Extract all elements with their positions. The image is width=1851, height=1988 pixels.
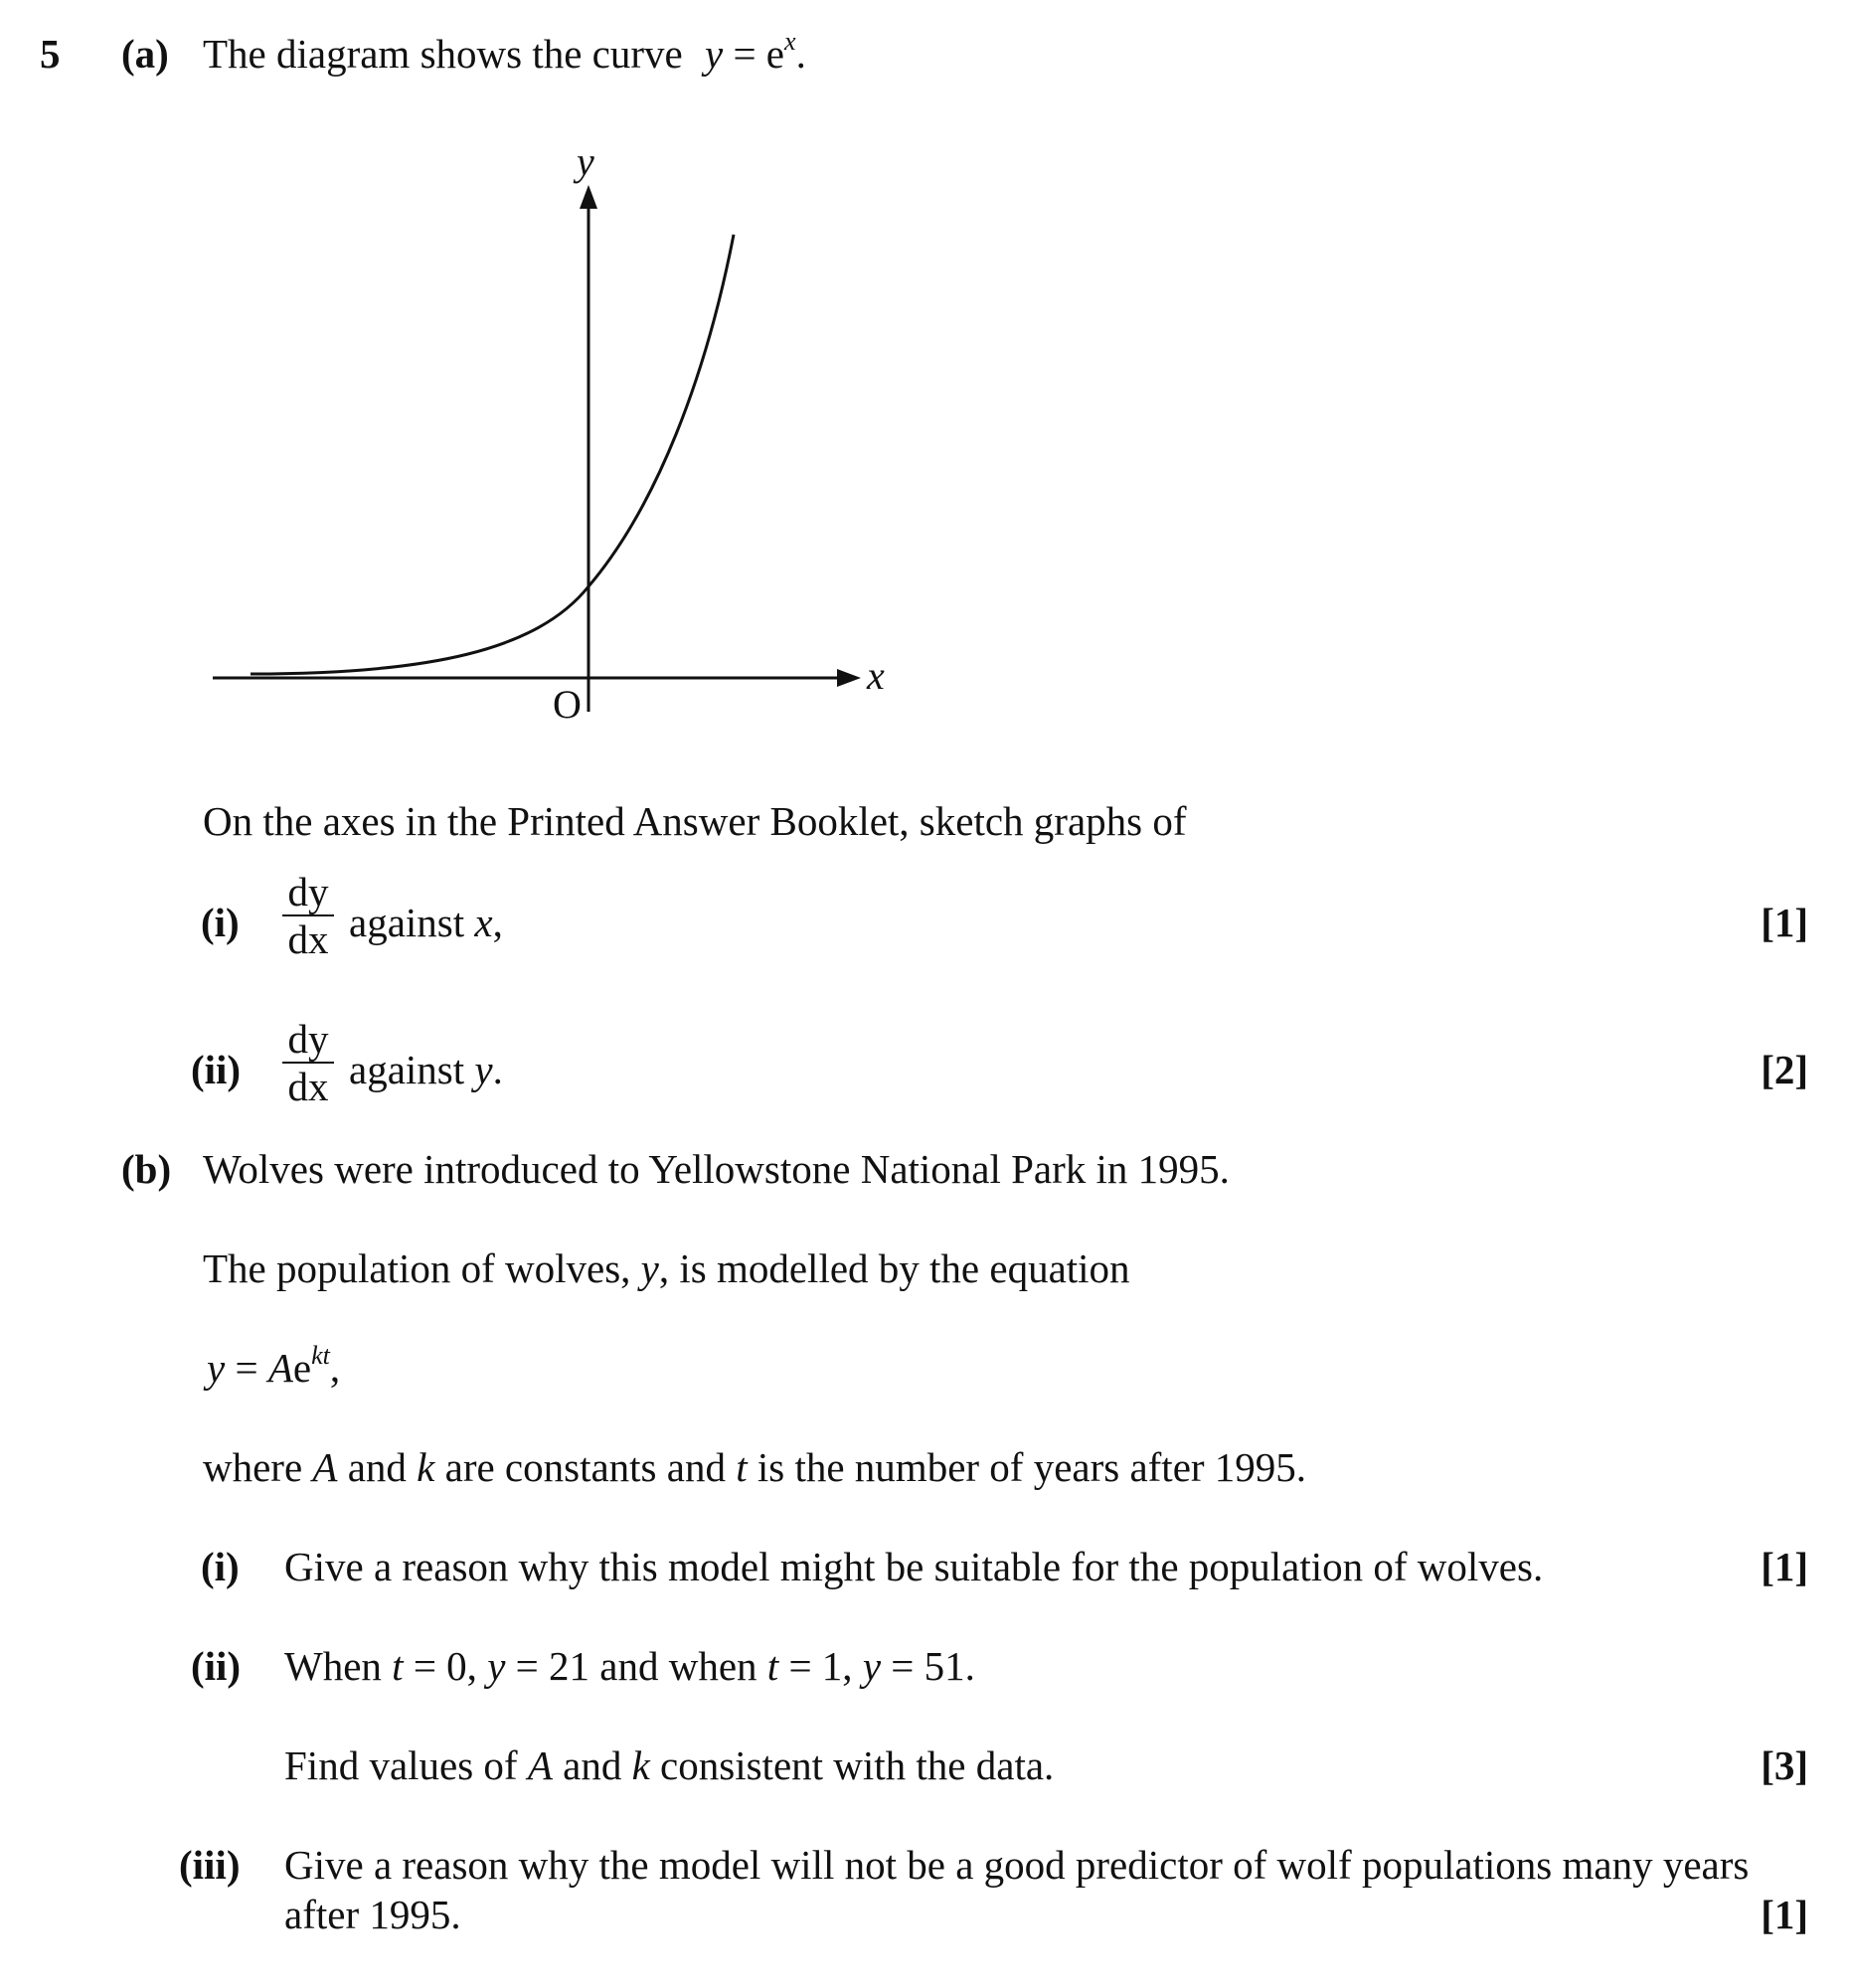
equation-y: y [704, 31, 724, 77]
constant-A: A [312, 1444, 338, 1490]
y-axis-label: y [577, 139, 594, 184]
x-axis-label: x [867, 653, 885, 698]
y-variable: y [487, 1643, 506, 1689]
part-a-i-text [349, 900, 503, 945]
constant-A: A [527, 1742, 553, 1788]
equation-end: . [795, 31, 806, 77]
model-text-2: , is modelled by the equation [658, 1245, 1130, 1291]
eq-A: A [267, 1345, 293, 1391]
where-text: where [203, 1444, 303, 1490]
part-b-i-text: Give a reason why this model might be suitable for the population of wolves. [284, 1544, 1544, 1589]
variable-t: t [736, 1444, 748, 1490]
part-b-i-label: (i) [201, 1544, 240, 1589]
punctuation: , [492, 900, 503, 945]
marks-a-i: [1] [1761, 900, 1808, 945]
question-number: 5 [40, 31, 61, 77]
fraction-numerator: dy [287, 1016, 329, 1062]
model-equation [207, 1341, 341, 1391]
against-text: against [349, 900, 465, 945]
y-value: = 21 and when [505, 1643, 767, 1689]
against-text: against [349, 1047, 465, 1092]
eq-lhs: y [207, 1345, 226, 1391]
find-text: Find values of [284, 1742, 518, 1788]
part-b-iii-label: (iii) [179, 1842, 241, 1888]
part-b-iii-line-2: after 1995. [284, 1892, 461, 1937]
t-value: = 1, [778, 1643, 863, 1689]
marks-b-ii: [3] [1761, 1742, 1808, 1788]
and-text: and [563, 1742, 622, 1788]
part-b-ii-condition [284, 1643, 975, 1689]
t-variable: t [392, 1643, 404, 1689]
fraction-numerator: dy [287, 869, 329, 914]
origin-label: O [553, 682, 582, 727]
t-variable: t [766, 1643, 779, 1689]
equation-exponent: x [784, 27, 796, 56]
derivative-fraction-ii [282, 1018, 334, 1107]
part-b-label: (b) [121, 1146, 172, 1192]
eq-end: , [329, 1345, 341, 1391]
fraction-denominator: dx [287, 916, 329, 962]
constant-k: k [417, 1444, 435, 1490]
part-a-ii-label: (ii) [191, 1047, 242, 1092]
x-axis-arrowhead [837, 669, 861, 687]
marks-b-i: [1] [1761, 1544, 1808, 1589]
years-text: is the number of years after 1995. [757, 1444, 1307, 1490]
consistent-text: consistent with the data. [660, 1742, 1055, 1788]
part-a-ii-text [349, 1047, 503, 1092]
y-axis-arrowhead [580, 185, 597, 209]
part-a-label: (a) [121, 31, 169, 77]
y-value: = 51. [881, 1643, 975, 1689]
part-b-ii-label: (ii) [191, 1643, 242, 1689]
eq-equals: = [225, 1345, 268, 1391]
against-variable: x [474, 900, 493, 945]
model-variable: y [640, 1245, 659, 1291]
constant-k: k [631, 1742, 650, 1788]
model-text-1: The population of wolves, [203, 1245, 631, 1291]
marks-a-ii: [2] [1761, 1047, 1808, 1092]
part-b-iii-line-1: Give a reason why the model will not be a good predictor of wolf populations many years [284, 1842, 1750, 1888]
derivative-fraction-i [282, 871, 334, 960]
part-a-intro-text: The diagram shows the curve [203, 31, 683, 77]
y-variable: y [862, 1643, 882, 1689]
t-value: = 0, [403, 1643, 488, 1689]
part-a-i-label: (i) [201, 900, 240, 945]
when-text: When [284, 1643, 382, 1689]
model-description [203, 1245, 1130, 1291]
against-variable: y [474, 1047, 493, 1092]
eq-exponent: kt [311, 1341, 330, 1370]
part-b-ii-task [284, 1742, 1055, 1788]
part-a-instruction: On the axes in the Printed Answer Booklet, sketch graphs of [203, 798, 1187, 844]
constants-description [203, 1444, 1307, 1490]
constants-text: are constants and [444, 1444, 726, 1490]
eq-e: e [292, 1345, 312, 1391]
and-text: and [347, 1444, 407, 1490]
part-b-intro: Wolves were introduced to Yellowstone National Park in 1995. [203, 1146, 1230, 1192]
exponential-curve [251, 235, 734, 674]
marks-b-iii: [1] [1761, 1892, 1808, 1937]
fraction-denominator: dx [287, 1064, 329, 1109]
punctuation: . [492, 1047, 503, 1092]
equation-eq: = e [723, 31, 785, 77]
